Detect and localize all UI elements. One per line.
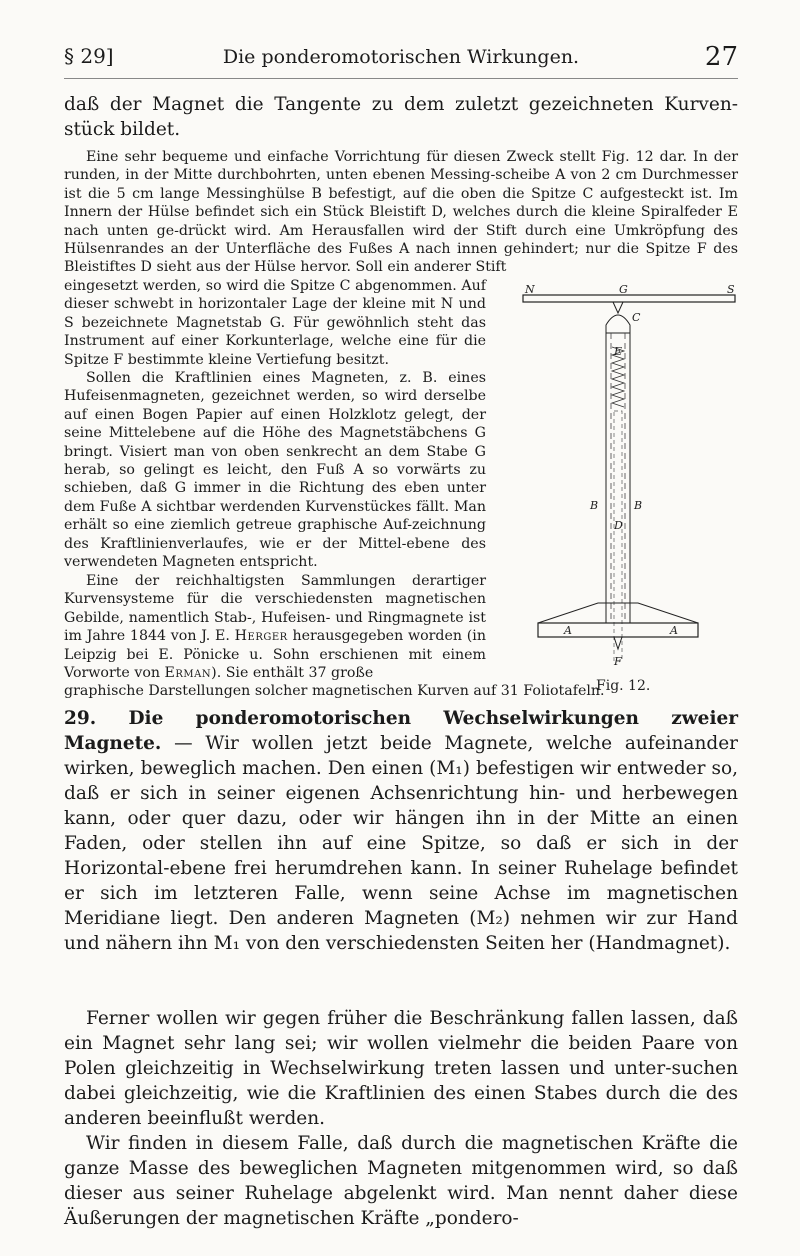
section-29 xyxy=(64,706,738,956)
label-c: C xyxy=(632,311,641,324)
label-d: D xyxy=(614,519,623,532)
small-paragraph-wrap-1: eingesetzt werden, so wird die Spitze C abgenommen. Auf dieser schwebt in horizontaler Lage der kleine mit N und S bezeichnete Magnetstab G. Für gewöhnlich steht das Instrument auf einer Korkunterlage, welche eine für die Spitze F bestimmte kleine Vertiefung besitzt. xyxy=(64,278,486,368)
text-run: Eine der reichhaltigsten Sammlungen derartiger Kurvensysteme für die verschiedensten magnetischen Gebilde, namentlich Stab-, Hufeisen- und Ringmagnete ist im Jahre 1844 von J. E. xyxy=(64,573,486,645)
label-a-right: A xyxy=(670,624,678,637)
section-heading: 29. Die ponderomotorischen Wechselwirkungen zweier Magnete. xyxy=(64,708,738,754)
section-paragraph-3: Wir finden in diesem Falle, daß durch die magnetischen Kräfte die ganze Masse des beweglichen Magneten mitgenommen wird, so daß dieser aus seiner Ruhelage abgelenkt wird. Man nennt daher diese Äußerungen der magnetischen Kräfte „pondero- xyxy=(64,1133,738,1229)
small-paragraph-1: Eine sehr bequeme und einfache Vorrichtung für diesen Zweck stellt Fig. 12 dar. In der runden, in der Mitte durchbohrten, unten ebenen Messing-scheibe A von 2 cm Durchmesser ist die 5 cm lange Messinghülse B befestigt, auf die oben die Spitze C aufgesteckt ist. Im Innern der Hülse befindet sich ein Stück Bleistift D, welches durch die kleine Spiralfeder E nach unten ge-drückt wird. Am Herausfallen wird der Stift durch eine Umkröpfung des Hülsenrandes an der Unterfläche des Fußes A nach innen gehindert; nur die Spitze F des Bleistiftes D sieht aus der Hülse hervor. Soll ein anderer Stift xyxy=(64,149,738,276)
pencil-tip-f xyxy=(614,637,622,649)
author-name-herger: Herger xyxy=(234,628,288,645)
small-paragraph-end: graphische Darstellungen solcher magnetischen Kurven auf 31 Foliotafeln. xyxy=(64,683,605,699)
cap-c xyxy=(606,315,630,333)
author-name-erman: Erman xyxy=(164,665,212,682)
label-a-left: A xyxy=(564,624,572,637)
magnet-bar xyxy=(523,295,735,302)
text-run: ). Sie enthält 37 große xyxy=(211,665,374,682)
intro-paragraph: daß der Magnet die Tangente zu dem zuletzt gezeichneten Kurven-stück bildet. xyxy=(64,94,738,140)
label-n: N xyxy=(525,285,535,296)
header-title: Die ponderomotorischen Wirkungen. xyxy=(222,46,580,68)
small-paragraph-wrap-2: Sollen die Kraftlinien eines Magneten, z. B. eines Hufeisenmagneten, gezeichnet werden, so wird derselbe auf einen Bogen Papier auf einen Holzklotz gelegt, der seine Mittelebene auf die Höhe des Magnetstäbchens G bringt. Visiert man von oben senkrecht an dem Stabe G herab, so gelingt es leicht, den Fuß A so vorwärts zu schieben, daß G immer in die Richtung des eben unter dem Fuße A sichtbar werdenden Kurvenstückes fällt. Man erhält so eine ziemlich getreue graphische Auf-zeichnung des Kraftlinienverlaufes, wie er der Mittel-ebene des verwendeten Magneten entspricht. xyxy=(64,370,486,571)
running-header xyxy=(64,44,738,79)
label-f: F xyxy=(614,655,622,668)
foot-top xyxy=(538,603,698,623)
page-number: 27 xyxy=(704,42,738,72)
pivot-tip xyxy=(613,302,623,313)
figure-caption: Fig. 12. xyxy=(596,678,651,694)
label-b-left: B xyxy=(590,499,599,512)
header-section-ref: § 29] xyxy=(64,44,114,68)
section-paragraph-2: Ferner wollen wir gegen früher die Beschränkung fallen lassen, daß ein Magnet sehr lang sei; wir wollen vielmehr die beiden Paare von Polen gleichzeitig in Wechselwirkung treten lassen und unter-suchen dabei gleichzeitig, wie die Kraftlinien des einen Stabes durch die des anderen beeinflußt werden. xyxy=(64,1008,738,1129)
text-run: herausgegeben worden (in Leipzig bei E. Pönicke u. Sohn erschienen mit einem Vorworte von xyxy=(64,628,486,682)
section-paragraph-1: — Wir wollen jetzt beide Magnete, welche aufeinander wirken, beweglich machen. Den einen (M₁) befestigen wir entweder so, daß er sich in seiner eigenen Achsenrichtung hin- und herbewegen kann, oder quer dazu, oder wir hängen ihn in der Mitte an einen Faden, oder stellen ihn auf eine Spitze, so daß er sich in der Horizontal-ebene frei herumdrehen kann. In seiner Ruhelage befindet er sich im letzteren Falle, wenn seine Achse im magnetischen Meridiane liegt. Den anderen Magneten (M₂) nehmen wir zur Hand und nähern ihn M₁ von den verschiedensten Seiten her (Handmagnet). xyxy=(64,733,738,954)
label-b-right: B xyxy=(634,499,643,512)
sleeve-b xyxy=(606,333,630,623)
label-s: S xyxy=(727,285,735,296)
label-e: E xyxy=(614,345,623,358)
label-g: G xyxy=(619,285,628,296)
small-paragraph-wrap-3 xyxy=(64,572,486,682)
drawing-instrument-diagram xyxy=(498,285,738,705)
figure-12 xyxy=(498,285,738,705)
